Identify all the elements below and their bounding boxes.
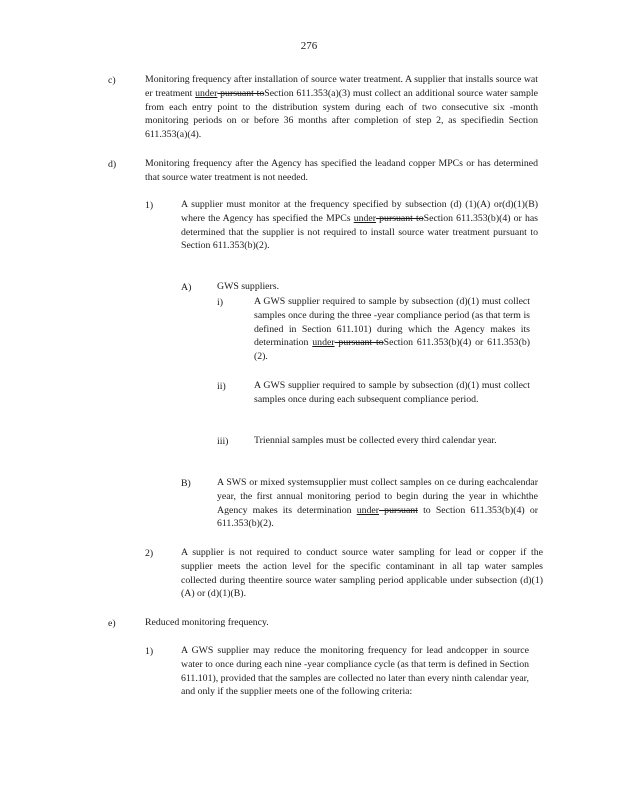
dAi-text-1: A GWS supplier required to sample by subsection (d)(1) must collect samples once during the three -year compliance period (as that term is defined in Section 611.101) during which the Agency makes its determination [254,296,530,349]
section-d2-label: 2) [145,548,154,559]
section-c-label: c) [108,75,116,86]
d1-text-2: Section 611.353(b)(4) or has determined that the supplier is not required to install source water treatment pursuant to Section 611.353(b)(2). [181,212,538,252]
dAi-underline: under [312,337,335,349]
c-strike: pursuant to [217,87,265,99]
section-e-label: e) [108,618,116,629]
section-dAiii-text: Triennial samples must be collected every third calendar year. [254,435,497,446]
d1-underline: under [353,212,377,224]
dAi-strike: pursuant to [334,337,384,349]
page-number: 276 [300,40,318,52]
c-text-2: Section 611.353(a)(3) must collect an additional source water sample from each entry point to the distribution system during each of two consecutive six -month monitoring periods on or before 36 months after completion of step 2, as specifiedin Section 611.353(a)(4). [145,87,538,141]
section-dB-label: B) [181,478,191,489]
section-dAi-label: i) [217,297,223,308]
c-underline: under [195,87,218,99]
section-d1-text [181,198,538,253]
section-d-text: Monitoring frequency after the Agency has specified the leadand copper MPCs or has determined that source water treatment is not needed. [145,158,538,183]
section-dA-label: A) [181,282,192,293]
section-e1-text: A GWS supplier may reduce the monitoring frequency for lead andcopper in source water to once during each nine -year compliance cycle (as that term is defined in Section 611.101), provided that the samples are collected no later than every ninth calendar year, and only if the supplier meets one of the following criteria: [181,645,529,698]
dB-text-2: to Section 611.353(b)(4) or 611.353(b)(2). [217,504,538,530]
dAi-text-2: Section 611.353(b)(4) or 611.353(b)(2). [254,337,530,363]
section-dAiii-label: iii) [217,436,229,447]
section-dB-text [217,476,538,531]
dB-underline: under [356,504,380,516]
section-dAi-text [254,295,530,364]
section-dA-heading: GWS suppliers. [217,281,280,292]
section-d2-text: A supplier is not required to conduct source water sampling for lead or copper if the supplier meets the action level for the specific contaminant in all tap water samples collected during theentire source water sampling period applicable under subsection (d)(1)(A) or (d)(1)(B). [181,547,543,600]
dB-text-1: A SWS or mixed systemsupplier must collect samples on ce during eachcalendar year, the first annual monitoring period to begin during the year in whichthe Agency makes its determination [217,477,538,516]
section-dAii-label: ii) [217,381,226,392]
d1-text-1: A supplier must monitor at the frequency specified by subsection (d) (1)(A) or(d)(1)(B) where the Agency has specified the MPCs [181,199,538,224]
section-c-text [145,73,538,142]
section-e1-label: 1) [145,646,154,657]
d1-strike: pursuant to [376,212,424,224]
section-dAii-text: A GWS supplier required to sample by subsection (d)(1) must collect samples once during each subsequent compliance period. [254,380,530,405]
dB-strike: pursuant [379,504,418,516]
c-text-1: Monitoring frequency after installation of source water treatment. A supplier that installs source wat er treatment [145,74,538,99]
section-d-label: d) [108,159,117,170]
section-d1-label: 1) [145,200,154,211]
section-e-text: Reduced monitoring frequency. [145,617,269,628]
